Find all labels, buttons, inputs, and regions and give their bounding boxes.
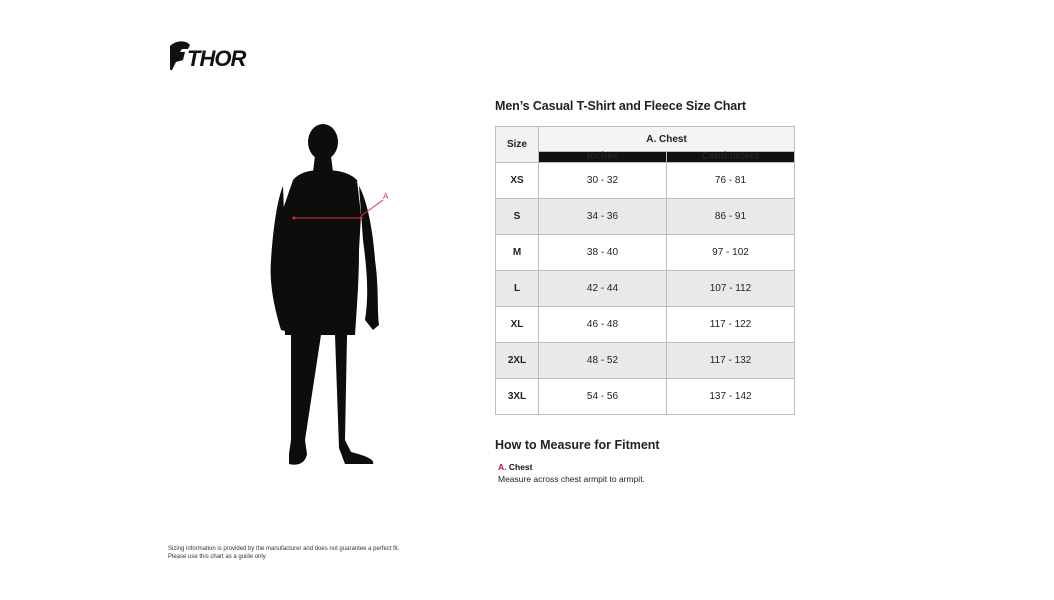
size-cell: S: [496, 199, 539, 235]
table-row: [496, 235, 795, 271]
cm-cell: 76 - 81: [667, 163, 795, 199]
table-row: [496, 379, 795, 415]
centimeters-header: Centimeters: [667, 152, 795, 163]
cm-cell: 107 - 112: [667, 271, 795, 307]
logo-text: THOR: [187, 46, 246, 71]
inches-header: Inches: [539, 152, 667, 163]
measure-description: Measure across chest armpit to armpit.: [498, 474, 645, 484]
size-chart-table: [495, 126, 795, 415]
chest-marker: A: [383, 192, 389, 201]
silhouette-shape: [271, 124, 379, 465]
disclaimer-line: Please use this chart as a guide only: [168, 554, 266, 560]
measure-item: [498, 462, 533, 472]
table-row: [496, 307, 795, 343]
size-cell: L: [496, 271, 539, 307]
size-cell: XS: [496, 163, 539, 199]
size-cell: 2XL: [496, 343, 539, 379]
inches-cell: 38 - 40: [539, 235, 667, 271]
chest-header: A. Chest: [539, 127, 795, 152]
table-row: [496, 163, 795, 199]
body-silhouette: [255, 120, 405, 470]
inches-cell: 34 - 36: [539, 199, 667, 235]
size-cell: M: [496, 235, 539, 271]
inches-cell: 48 - 52: [539, 343, 667, 379]
inches-cell: 54 - 56: [539, 379, 667, 415]
table-row: [496, 271, 795, 307]
cm-cell: 117 - 122: [667, 307, 795, 343]
size-cell: XL: [496, 307, 539, 343]
thor-logo: [168, 40, 264, 72]
inches-cell: 30 - 32: [539, 163, 667, 199]
disclaimer-line: Sizing information is provided by the manufacturer and does not guarantee a perfect fit.: [168, 546, 400, 552]
table-row: [496, 199, 795, 235]
cm-cell: 117 - 132: [667, 343, 795, 379]
inches-cell: 46 - 48: [539, 307, 667, 343]
size-header: Size: [496, 127, 539, 163]
cm-cell: 86 - 91: [667, 199, 795, 235]
measure-title: How to Measure for Fitment: [495, 438, 660, 452]
measure-item-label: Chest: [508, 462, 533, 472]
chart-title: Men’s Casual T-Shirt and Fleece Size Chart: [495, 99, 746, 113]
size-cell: 3XL: [496, 379, 539, 415]
cm-cell: 137 - 142: [667, 379, 795, 415]
disclaimer: [168, 545, 399, 561]
table-row: [496, 343, 795, 379]
measure-item-letter: A.: [498, 462, 507, 472]
cm-cell: 97 - 102: [667, 235, 795, 271]
inches-cell: 42 - 44: [539, 271, 667, 307]
